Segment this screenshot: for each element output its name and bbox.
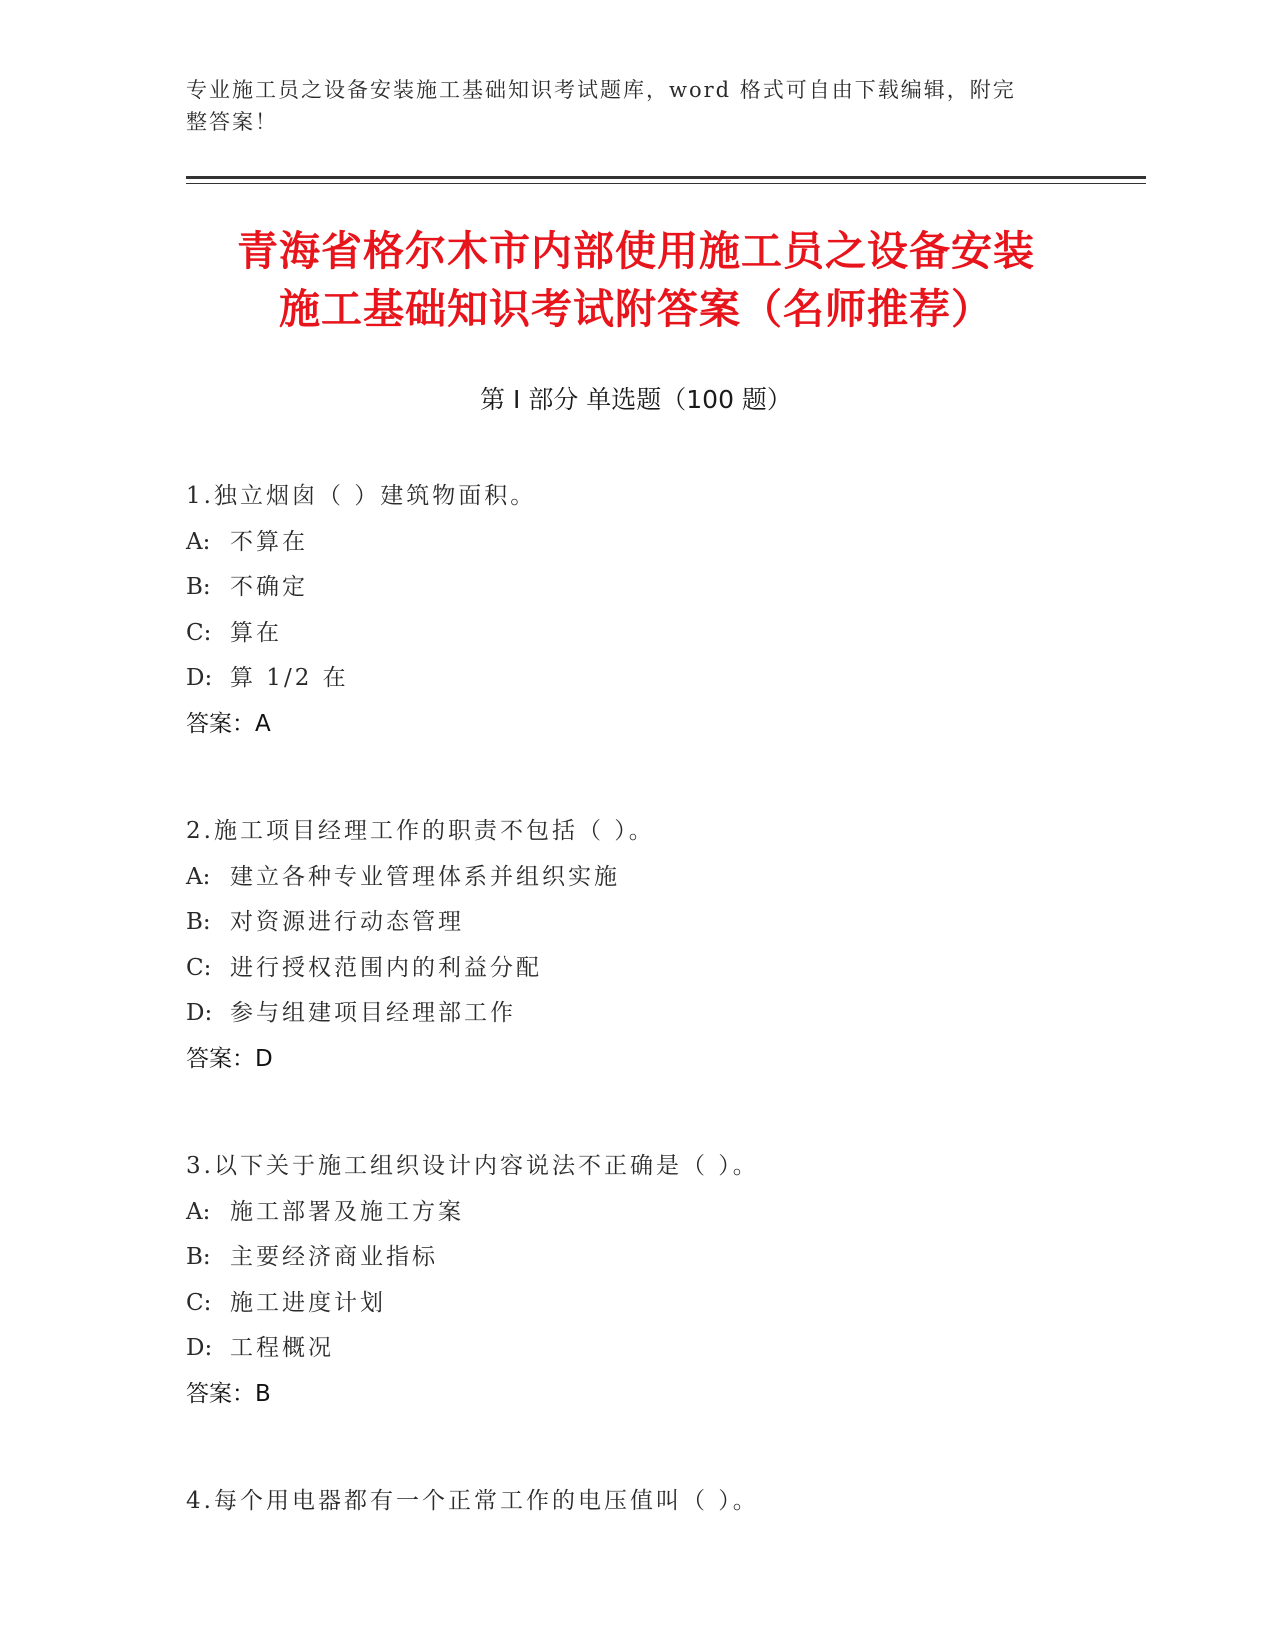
option-text: 对资源进行动态管理: [230, 909, 464, 935]
option-c: [186, 946, 1146, 992]
document-title-line-1: 青海省格尔木市内部使用施工员之设备安装: [237, 227, 1035, 275]
option-b: [186, 565, 1146, 611]
option-text: 算 1/2 在: [230, 665, 349, 691]
option-d: [186, 656, 1146, 702]
header-divider-thin: [186, 183, 1146, 184]
question-4: [186, 1479, 1146, 1525]
option-key: D:: [186, 1000, 213, 1026]
option-text: 施工进度计划: [230, 1289, 386, 1316]
option-b: [186, 900, 1146, 946]
option-key: C:: [186, 619, 212, 646]
option-text: 进行授权范围内的利益分配: [230, 954, 542, 981]
option-a: [186, 855, 1146, 901]
option-a: [186, 1190, 1146, 1236]
header-note-line-1: 专业施工员之设备安装施工基础知识考试题库，word 格式可自由下载编辑，附完: [186, 78, 1016, 102]
option-key: B:: [186, 909, 211, 935]
option-key: C:: [186, 1289, 212, 1316]
question-1: [186, 474, 1146, 747]
option-c: [186, 1281, 1146, 1327]
answer-line: 答案：D: [186, 1045, 273, 1072]
option-key: A:: [186, 528, 211, 555]
option-b: [186, 1235, 1146, 1281]
option-key: A:: [186, 863, 211, 890]
question-stem: 4.每个用电器都有一个正常工作的电压值叫（ ）。: [186, 1488, 759, 1514]
option-text: 参与组建项目经理部工作: [230, 1000, 516, 1026]
option-key: B:: [186, 574, 211, 600]
option-text: 主要经济商业指标: [230, 1244, 438, 1270]
header-note-line-2: 整答案！: [186, 110, 278, 134]
question-2: [186, 809, 1146, 1082]
header-divider-thick: [186, 176, 1146, 179]
question-stem: 1.独立烟囱（ ）建筑物面积。: [186, 483, 537, 509]
option-key: A:: [186, 1198, 211, 1225]
option-text: 工程概况: [230, 1335, 334, 1361]
header-note: [186, 74, 1066, 138]
question-stem: 3.以下关于施工组织设计内容说法不正确是（ ）。: [186, 1153, 759, 1179]
answer-line: 答案：A: [186, 710, 271, 737]
option-text: 建立各种专业管理体系并组织实施: [230, 863, 620, 890]
question-3: [186, 1144, 1146, 1417]
document-title-line-2: 施工基础知识考试附答案（名师推荐）: [279, 285, 993, 333]
option-a: [186, 520, 1146, 566]
option-text: 不确定: [230, 574, 308, 600]
answer-line: 答案：B: [186, 1380, 271, 1407]
question-list: [186, 474, 1146, 1587]
option-key: C:: [186, 954, 212, 981]
option-key: D:: [186, 1335, 213, 1361]
document-title: [186, 222, 1086, 338]
option-text: 不算在: [230, 528, 308, 555]
option-key: D:: [186, 665, 213, 691]
option-c: [186, 611, 1146, 657]
option-key: B:: [186, 1244, 211, 1270]
option-text: 算在: [230, 619, 282, 646]
option-d: [186, 1326, 1146, 1372]
option-text: 施工部署及施工方案: [230, 1198, 464, 1225]
section-heading: 第 I 部分 单选题（100 题）: [480, 385, 792, 414]
option-d: [186, 991, 1146, 1037]
question-stem: 2.施工项目经理工作的职责不包括（ ）。: [186, 818, 655, 844]
